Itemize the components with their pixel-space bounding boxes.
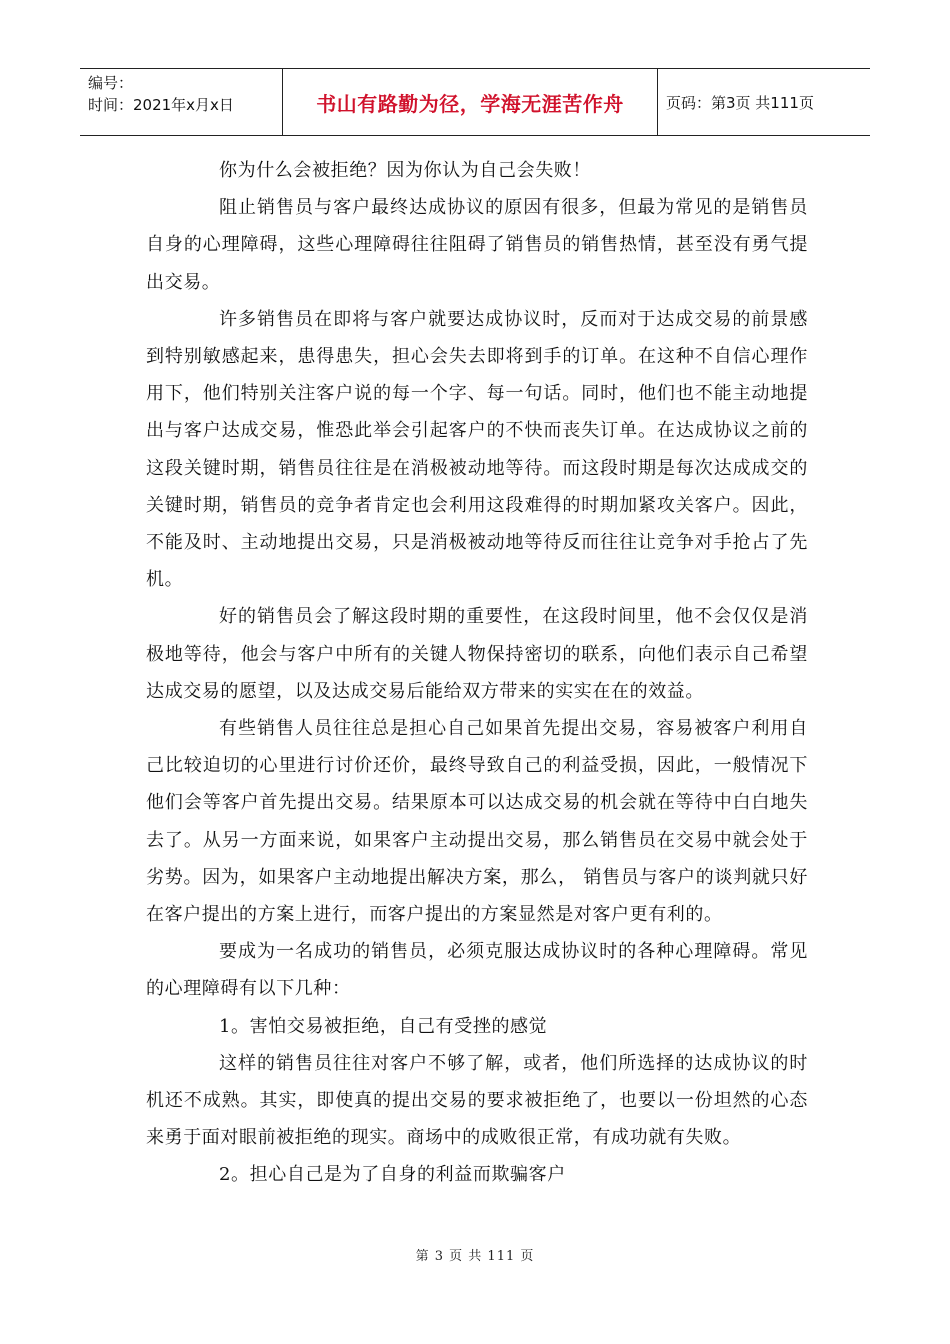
paragraph: 许多销售员在即将与客户就要达成协议时，反而对于达成交易的前景感到特别敏感起来，患得患失，担心会失去即将到手的订单。在这种不自信心理作用下，他们特别关注客户说的每一个字、每一句话。同时，他们也不能主动地提出与客户达成交易，惟恐此举会引起客户的不快而丧失订单。在达成协议之前的这段关键时期，销售员往往是在消极被动地等待。而这段时期是每次达成成交的关键时期，销售员的竞争者肯定也会利用这段难得的时期加紧攻关客户。因此，不能及时、主动地提出交易，只是消极被动地等待反而往往让竞争对手抢占了先机。 bbox=[146, 308, 808, 591]
header-date-label: 时间：2021年x月x日 bbox=[88, 96, 234, 114]
header-meta bbox=[80, 69, 283, 135]
page-footer: 第 3 页 共 111 页 bbox=[415, 1249, 535, 1264]
paragraph: 你为什么会被拒绝？因为你认为自己会失败！ bbox=[219, 160, 591, 181]
document-header bbox=[80, 68, 870, 136]
paragraph: 好的销售员会了解这段时期的重要性，在这段时间里，他不会仅仅是消极地等待，他会与客户中所有的关键人物保持密切的联系，向他们表示自己希望达成交易的愿望，以及达成交易后能给双方带来的实实在在的效益。 bbox=[146, 606, 808, 702]
header-number-label: 编号： bbox=[88, 74, 134, 92]
list-heading: 1。害怕交易被拒绝，自己有受挫的感觉 bbox=[219, 1015, 548, 1037]
paragraph: 要成为一名成功的销售员，必须克服达成协议时的各种心理障碍。常见的心理障碍有以下几种： bbox=[146, 941, 808, 1000]
document-body bbox=[146, 152, 808, 1194]
paragraph: 阻止销售员与客户最终达成协议的原因有很多，但最为常见的是销售员自身的心理障碍，这些心理障碍往往阻碍了销售员的销售热情，甚至没有勇气提出交易。 bbox=[146, 197, 808, 293]
header-motto: 书山有路勤为径，学海无涯苦作舟 bbox=[283, 69, 658, 135]
header-page-info: 页码：第3页 共111页 bbox=[666, 93, 814, 112]
paragraph: 有些销售人员往往总是担心自己如果首先提出交易，容易被客户利用自己比较迫切的心里进行讨价还价，最终导致自己的利益受损，因此，一般情况下他们会等客户首先提出交易。结果原本可以达成交易的机会就在等待中白白地失去了。从另一方面来说，如果客户主动提出交易，那么销售员在交易中就会处于劣势。因为，如果客户主动地提出解决方案，那么， 销售员与客户的谈判就只好在客户提出的方案上进行，而客户提出的方案显然是对客户更有利的。 bbox=[146, 718, 808, 926]
list-heading: 2。担心自己是为了自身的利益而欺骗客户 bbox=[219, 1164, 566, 1186]
paragraph: 这样的销售员往往对客户不够了解，或者，他们所选择的达成协议的时机还不成熟。其实，即使真的提出交易的要求被拒绝了，也要以一份坦然的心态来勇于面对眼前被拒绝的现实。商场中的成败很正常，有成功就有失败。 bbox=[146, 1052, 808, 1149]
